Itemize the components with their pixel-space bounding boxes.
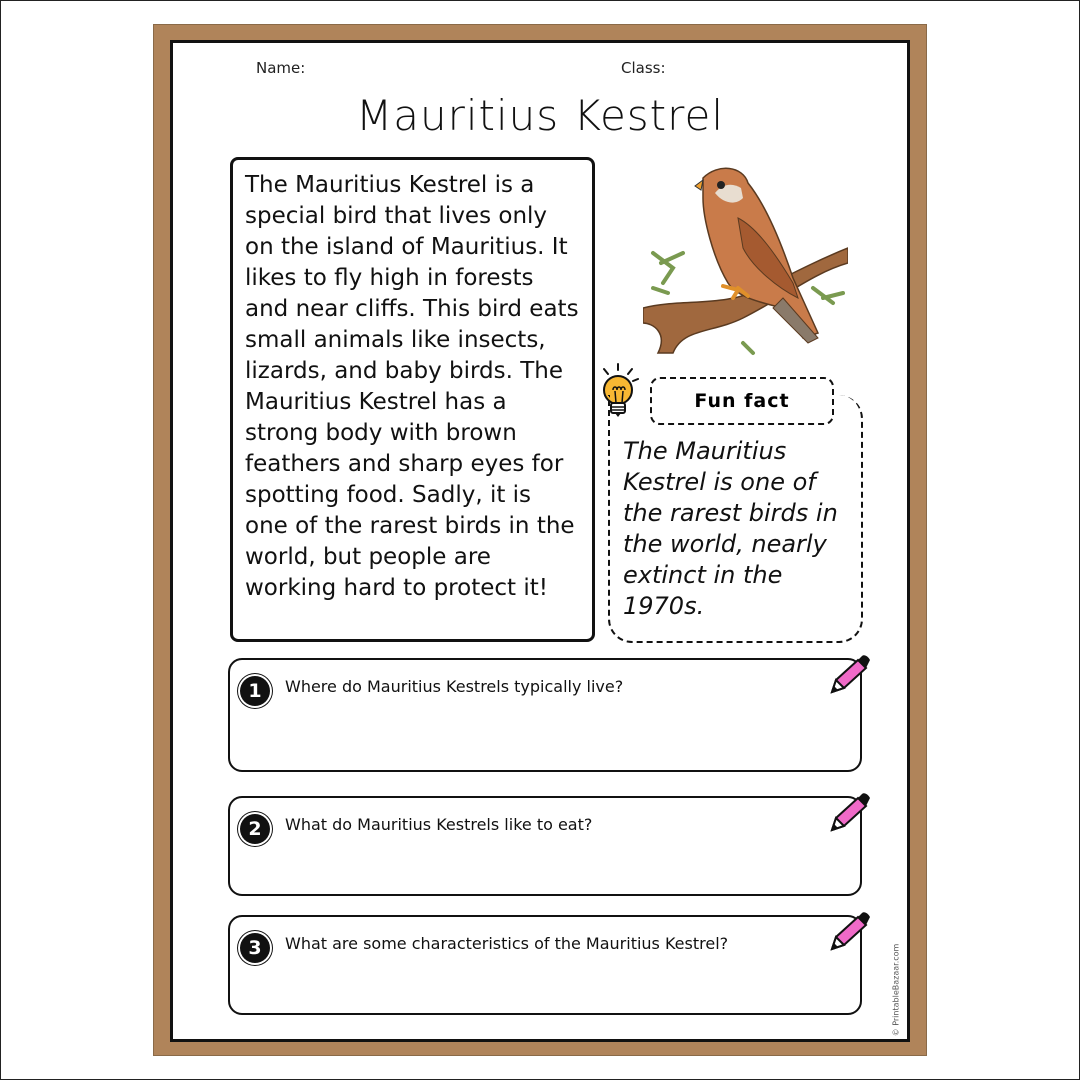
- question-3-box[interactable]: [228, 915, 862, 1015]
- question-number-badge: 3: [240, 933, 270, 963]
- worksheet-page: [170, 40, 910, 1042]
- question-2-box[interactable]: [228, 796, 862, 896]
- fun-fact-title: Fun fact: [650, 377, 834, 425]
- question-number-badge: 1: [240, 676, 270, 706]
- pencil-icon: [822, 652, 872, 698]
- page-title: Mauritius Kestrel: [355, 91, 724, 140]
- question-text: What are some characteristics of the Mauritius Kestrel?: [285, 934, 729, 953]
- name-label: Name:: [256, 59, 306, 77]
- pencil-icon: [822, 909, 872, 955]
- fun-fact-text: The Mauritius Kestrel is one of the rarest birds in the world, nearly extinct in the 1970s.: [623, 437, 838, 620]
- watermark-text: © PrintableBazaar.com: [891, 943, 901, 1037]
- watermark: [888, 940, 904, 1040]
- question-1-box[interactable]: [228, 658, 862, 772]
- class-label: Class:: [621, 59, 666, 77]
- question-number-badge: 2: [240, 814, 270, 844]
- question-text: What do Mauritius Kestrels like to eat?: [285, 815, 593, 834]
- reading-passage: The Mauritius Kestrel is a special bird that lives only on the island of Mauritius. It likes to fly high in forests and near cliffs. This bird eats small animals like insects, lizards, and baby birds. The Mauritius Kestrel has a strong body with brown feathers and sharp eyes for spotting food. Sadly, it is one of the rarest birds in the world, but people are working hard to protect it!: [230, 157, 595, 642]
- pencil-icon: [822, 790, 872, 836]
- kestrel-illustration: [643, 158, 848, 358]
- question-text: Where do Mauritius Kestrels typically live?: [285, 677, 624, 696]
